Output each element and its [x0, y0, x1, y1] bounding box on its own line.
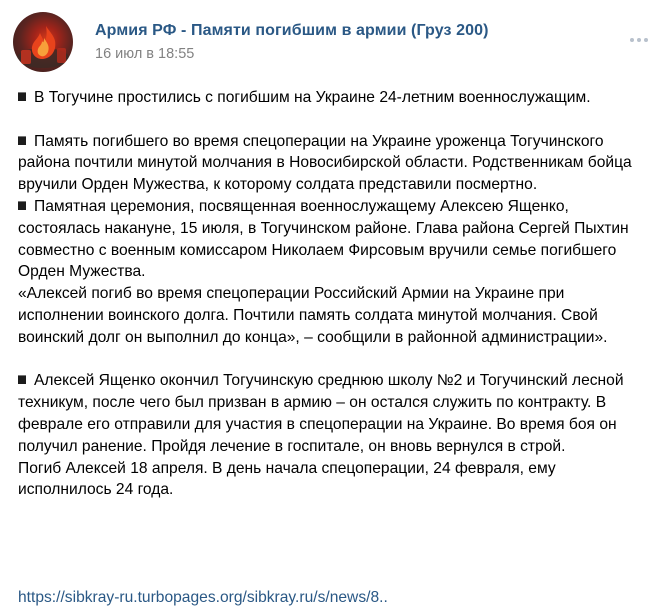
- paragraph-6: [18, 458, 650, 502]
- paragraph-1: [18, 87, 650, 109]
- paragraph-text: Алексей Ященко окончил Тогучинскую среднюю школу №2 и Тогучинский лесной техникум, после чего был призван в армию – он остался служить по контракту. В феврале его отправили для участия в спецоперации на Украине. Во время боя он получил ранение. Пройдя лечение в госпитале, он вновь вернулся в строй.: [18, 372, 624, 455]
- bullet-square-icon: [18, 375, 26, 384]
- paragraph-5: [18, 370, 650, 457]
- bullet-square-icon: [18, 201, 26, 210]
- source-link[interactable]: https://sibkray-ru.turbopages.org/sibkray.ru/s/news/8..: [18, 589, 388, 606]
- paragraph-text: Погиб Алексей 18 апреля. В день начала спецоперации, 24 февраля, ему исполнилось 24 года.: [18, 459, 556, 499]
- paragraph-text: В Тогучине простились с погибшим на Украине 24-летним военнослужащим.: [34, 89, 591, 106]
- paragraph-text: «Алексей погиб во время спецоперации Российский Армии на Украине при исполнении воинского долга. Почтили память солдата минутой молчания. Свой воинский долг он выполнил до конца», – сообщили в районной администрации».: [18, 285, 608, 346]
- paragraph-3: [18, 196, 650, 283]
- more-dots-icon[interactable]: [629, 30, 649, 50]
- bullet-square-icon: [18, 136, 26, 145]
- blank-line: [18, 349, 650, 371]
- dot: [637, 38, 641, 42]
- paragraph-4-quote: [18, 283, 650, 348]
- community-avatar[interactable]: [13, 12, 73, 72]
- blank-line: [18, 109, 650, 131]
- paragraph-text: Память погибшего во время спецоперации на Украине уроженца Тогучинского района почтили минутой молчания в Новосибирской области. Родственникам бойца вручили Орден Мужества, к которому солдата представили посмертно.: [18, 132, 632, 194]
- memorial-flame-icon: [13, 12, 73, 72]
- post-date[interactable]: 16 июл в 18:55: [95, 46, 195, 62]
- paragraph-text: Памятная церемония, посвященная военнослужащему Алексею Ященко, состоялась накануне, 15 июля, в Тогучинском районе. Глава района Сергей Пыхтин совместно с военным комиссаром Николаем Фирсовым вручили семье погибшего Орден Мужества.: [18, 197, 629, 281]
- source-link-line: [18, 587, 388, 608]
- community-name-link[interactable]: Армия РФ - Памяти погибшим в армии (Груз 200): [95, 22, 489, 39]
- dot: [644, 38, 648, 42]
- post-text: [18, 87, 650, 501]
- bullet-square-icon: [18, 92, 26, 101]
- dot: [630, 38, 634, 42]
- paragraph-2: [18, 131, 650, 196]
